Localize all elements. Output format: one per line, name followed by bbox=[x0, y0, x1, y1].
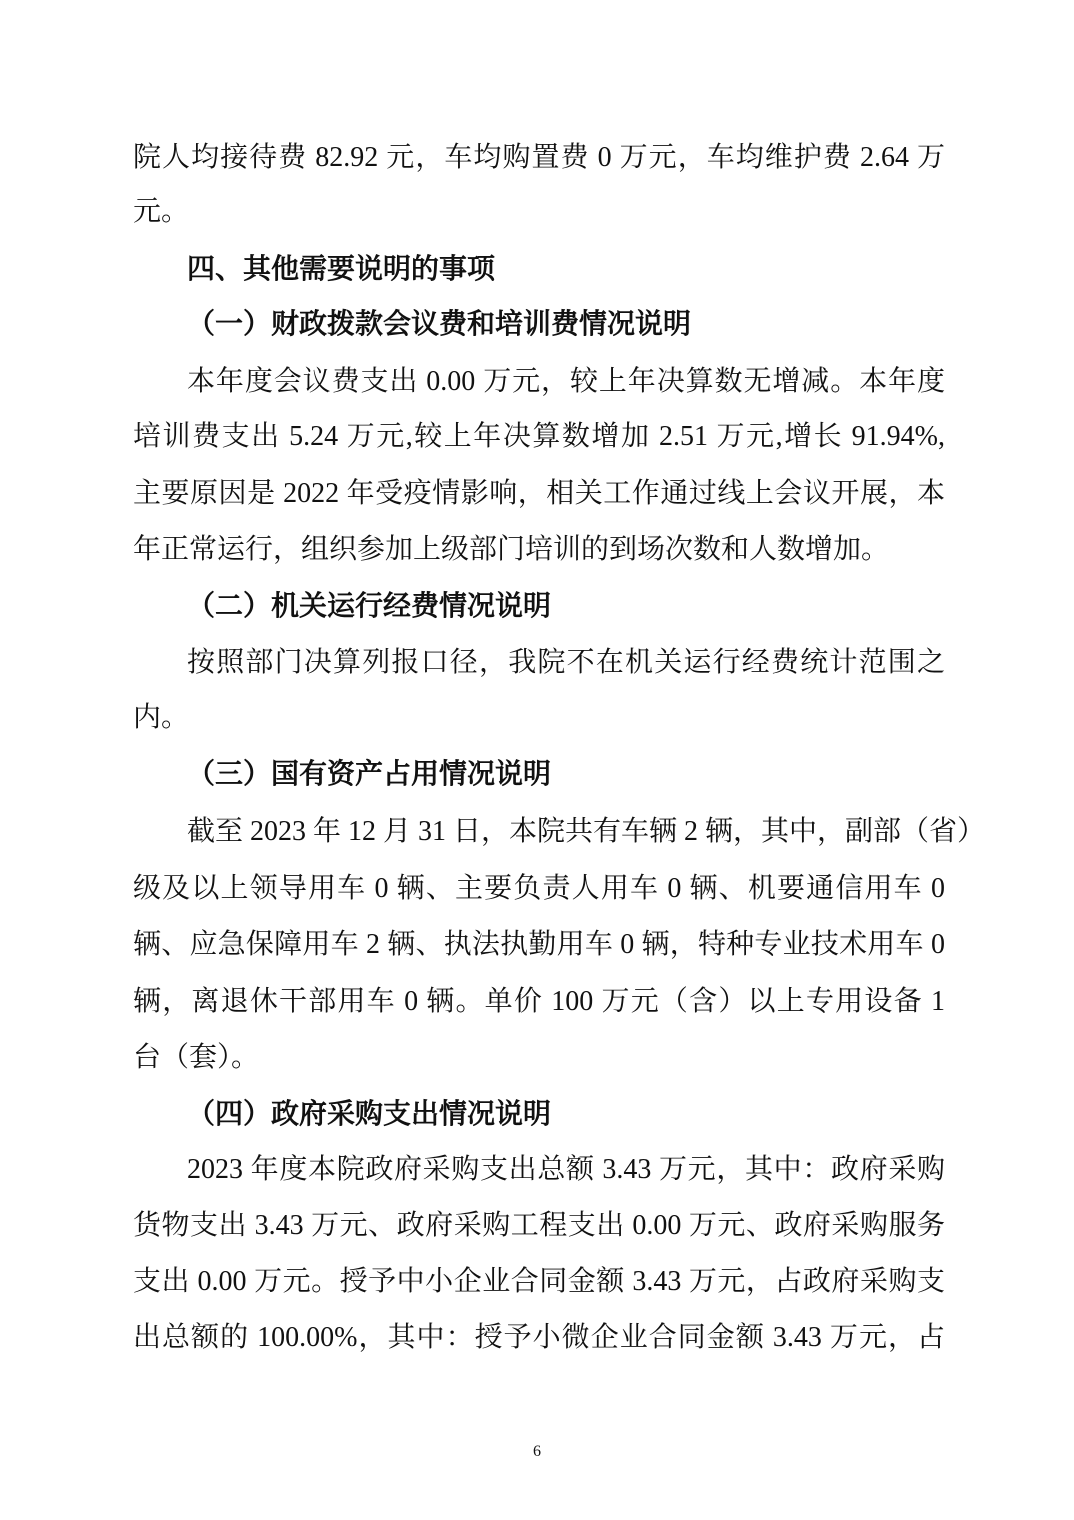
page-number: 6 bbox=[533, 1443, 541, 1460]
paragraph-line: 内。 bbox=[133, 702, 190, 733]
section-heading: （二）机关运行经费情况说明 bbox=[187, 591, 552, 622]
paragraph-line: 辆、应急保障用车 2 辆、执法执勤用车 0 辆，特种专业技术用车 0 bbox=[133, 929, 945, 960]
paragraph-line: 台（套）。 bbox=[133, 1042, 260, 1073]
paragraph-line: 主要原因是 2022 年受疫情影响，相关工作通过线上会议开展，本 bbox=[133, 478, 945, 509]
paragraph-line: 按照部门决算列报口径，我院不在机关运行经费统计范围之 bbox=[187, 647, 945, 678]
paragraph-line: 2023 年度本院政府采购支出总额 3.43 万元，其中：政府采购 bbox=[187, 1154, 945, 1185]
paragraph-line: 元。 bbox=[133, 196, 190, 227]
paragraph-line: 出总额的 100.00%，其中：授予小微企业合同金额 3.43 万元，占 bbox=[133, 1322, 945, 1353]
section-heading: （四）政府采购支出情况说明 bbox=[187, 1099, 552, 1130]
paragraph-line: 货物支出 3.43 万元、政府采购工程支出 0.00 万元、政府采购服务 bbox=[133, 1210, 945, 1241]
paragraph-line: 本年度会议费支出 0.00 万元，较上年决算数无增减。本年度 bbox=[187, 366, 945, 397]
section-heading: （三）国有资产占用情况说明 bbox=[187, 759, 552, 790]
paragraph-line: 院人均接待费 82.92 元，车均购置费 0 万元，车均维护费 2.64 万 bbox=[133, 142, 945, 173]
paragraph-line: 级及以上领导用车 0 辆、主要负责人用车 0 辆、机要通信用车 0 bbox=[133, 873, 945, 904]
section-heading: （一）财政拨款会议费和培训费情况说明 bbox=[187, 309, 692, 340]
paragraph-line: 截至 2023 年 12 月 31 日，本院共有车辆 2 辆，其中，副部（省） bbox=[187, 816, 986, 847]
section-heading: 四、其他需要说明的事项 bbox=[187, 254, 496, 285]
paragraph-line: 辆，离退休干部用车 0 辆。单价 100 万元（含）以上专用设备 1 bbox=[133, 986, 945, 1017]
paragraph-line: 年正常运行，组织参加上级部门培训的到场次数和人数增加。 bbox=[133, 534, 890, 565]
paragraph-line: 支出 0.00 万元。授予中小企业合同金额 3.43 万元，占政府采购支 bbox=[133, 1266, 945, 1297]
paragraph-line: 培训费支出 5.24 万元,较上年决算数增加 2.51 万元,增长 91.94%, bbox=[133, 421, 945, 452]
